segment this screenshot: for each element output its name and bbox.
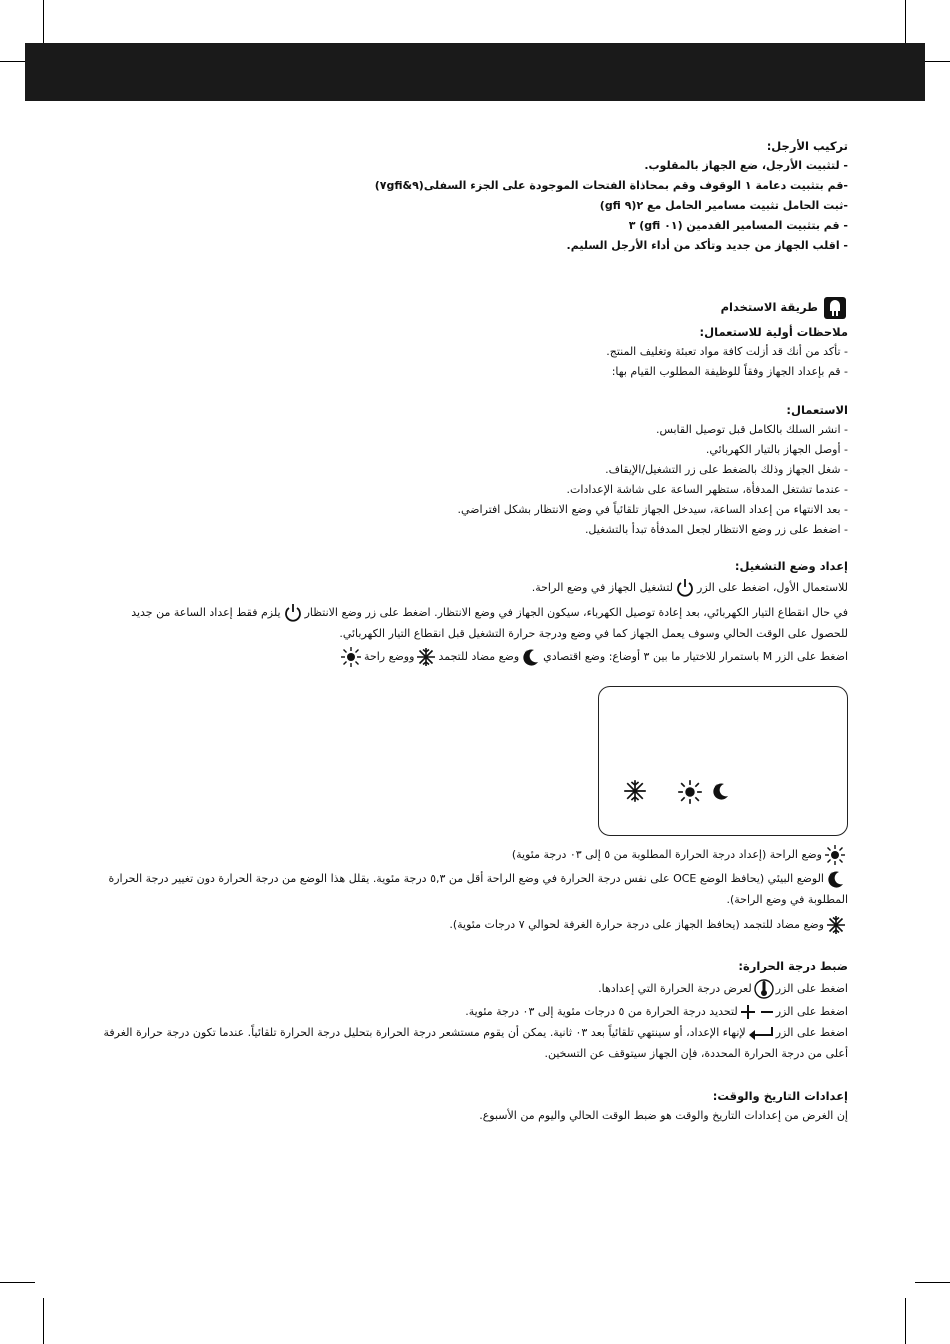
snowflake-icon	[623, 779, 647, 803]
crop-mark	[0, 1282, 35, 1283]
datetime-section	[100, 1086, 848, 1126]
crop-mark	[43, 1298, 44, 1344]
use-line: - شغل الجهاز وذلك بالضغط على زر التشغيل/الإيقاف.	[605, 463, 848, 476]
mode-outage-b: يلزم فقط إعداد الساعة من جديد للحصول على الوقت الحالي وسوف يعمل الجهاز كما في وضع ودرجة حرارة التشغيل قبل انقطاع التيار الكهربائي.	[131, 606, 848, 640]
install-line: - قم بتثبيت المسامير القدمين (٠١ gfi) ٣	[628, 219, 848, 232]
mode-m-c: ووضع راحة	[364, 650, 415, 663]
comfort-text: وضع الراحة (إعداد درجة الحرارة المطلوبة من ٥ إلى ٠٣ درجة مئوية)	[511, 848, 822, 861]
comfort-line	[100, 842, 848, 868]
usage-title: طريقة الاستخدام	[720, 300, 818, 314]
mode-outage-a: في حال انقطاع التيار الكهربائي، بعد إعادة توصيل الكهرباء، سيكون الجهاز في وضع الانتظار. اضغط على زر وضع الانتظار	[304, 606, 848, 619]
temp-l2-a: اضغط على الزر	[775, 1005, 848, 1018]
mode-first-a: للاستعمال الأول، اضغط على الزر	[697, 581, 848, 594]
sun-icon	[677, 779, 703, 805]
install-line: - اقلب الجهاز من جديد وتأكد من أداء الأرجل السليم.	[566, 239, 848, 252]
frost-line	[100, 912, 848, 938]
lcd-display	[598, 686, 848, 836]
use-line: - أوصل الجهاز بالتيار الكهربائي.	[705, 443, 848, 456]
install-line: -ثبت الحامل تثبيت مسامير الحامل مع ٢(٩ gfi)	[599, 199, 848, 212]
power-icon	[283, 603, 303, 623]
datetime-line: إن الغرض من إعدادات التاريخ والوقت هو ضبط الوقت الحالي واليوم من الأسبوع.	[479, 1109, 848, 1122]
plug-icon	[824, 297, 846, 319]
temp-section	[100, 956, 848, 1064]
mode-descriptions	[100, 842, 848, 938]
install-line: - لتثبيت الأرجل، ضع الجهاز بالمقلوب.	[644, 159, 848, 172]
temp-heading: ضبط درجة الحرارة:	[738, 959, 848, 973]
note-line: - تأكد من أنك قد أزلت كافة مواد تعبئة وتغليف المنتج.	[606, 345, 848, 358]
mode-first-b: لتشغيل الجهاز في وضع الراحة.	[531, 581, 674, 594]
crop-mark	[905, 1298, 906, 1344]
sun-icon	[824, 844, 846, 866]
minus-icon	[760, 1005, 774, 1019]
sun-icon	[340, 646, 362, 668]
temp-line-3	[100, 1022, 848, 1064]
crop-mark	[915, 1282, 950, 1283]
usage-title-row	[100, 292, 848, 322]
moon-icon	[826, 869, 846, 889]
mode-m-line	[100, 644, 848, 670]
eco-text: الوضع البيئي (يحافظ الوضع OCE على نفس درجة الحرارة في وضع الراحة أقل من ٥,٣ درجة مئوية. يقلل هذا الوضع من درجة الحرارة دون تغيير درجة الحرارة المطلوبة في وضع الراحة).	[108, 872, 848, 906]
use-line: - عندما تشتغل المدفأة، ستظهر الساعة على شاشة الإعدادات.	[566, 483, 848, 496]
plus-icon	[740, 1004, 756, 1020]
crop-mark	[43, 0, 44, 48]
install-heading: تركيب الأرجل:	[766, 139, 848, 153]
temp-l1-a: اضغط على الزر	[775, 982, 848, 995]
frost-text: وضع مضاد للتجمد (يحافظ الجهاز على درجة حرارة الغرفة لحوالي ٧ درجات مئوية).	[449, 918, 824, 931]
use-line: - بعد الانتهاء من إعداد الساعة، سيدخل الجهاز تلقائياً في وضع الانتظار بشكل افتراضي.	[457, 503, 848, 516]
use-section	[100, 400, 848, 540]
enter-arrow-icon	[748, 1026, 774, 1040]
moon-icon	[711, 781, 731, 801]
thermometer-icon	[754, 977, 774, 1001]
use-line: - انشر السلك بالكامل قبل توصيل القابس.	[655, 423, 848, 436]
install-line: -قم بتثبيت دعامة ١ الوقوف وقم بمحاذاة الفتحات الموجودة على الجزء السفلى(٩&٧gfi)	[374, 179, 848, 192]
use-heading: الاستعمال:	[786, 403, 848, 417]
mode-first-use	[100, 576, 848, 600]
temp-line-2	[100, 1002, 848, 1022]
usage-section	[100, 292, 848, 382]
snowflake-icon	[826, 915, 846, 935]
mode-section	[100, 556, 848, 670]
temp-l3-a: اضغط على الزر	[775, 1026, 848, 1039]
use-line: - اضغط على زر وضع الانتظار لجعل المدفأة تبدأ بالتشغيل.	[584, 523, 848, 536]
temp-l3-b: لإنهاء الإعداد، أو سينتهي تلقائياً بعد ٠٣ ثانية. يمكن أن يقوم مستشعر درجة الحرارة بتحليل درجة الحرارة تلقائياً. عندما تكون درجة حرارة الغرفة أعلى من درجة الحرارة المحددة، فإن الجهاز سيتوقف عن التسخين.	[103, 1026, 848, 1060]
mode-heading: إعداد وضع التشغيل:	[734, 559, 848, 573]
power-icon	[675, 578, 695, 598]
eco-paragraph	[100, 868, 848, 910]
note-line: - قم بإعداد الجهاز وفقاً للوظيفة المطلوب القيام بها:	[611, 365, 848, 378]
datetime-heading: إعدادات التاريخ والوقت:	[712, 1089, 848, 1103]
snowflake-icon	[416, 647, 436, 667]
temp-line-1	[100, 976, 848, 1002]
notes-heading: ملاحظات أولية للاستعمال:	[699, 325, 848, 339]
header-bar	[25, 43, 925, 101]
install-section	[100, 136, 848, 256]
mode-m-b: وضع مضاد للتجمد	[438, 650, 520, 663]
mode-outage-paragraph	[100, 602, 848, 644]
temp-l1-b: لعرض درجة الحرارة التي إعدادها.	[598, 982, 752, 995]
temp-l2-b: لتحديد درجة الحرارة من ٥ درجات مئوية إلى ٠٣ درجة مئوية.	[465, 1005, 738, 1018]
crop-mark	[905, 0, 906, 48]
mode-m-a: اضغط على الزر M باستمرار للاختيار ما بين ٣ أوضاع: وضع اقتصادي	[543, 650, 848, 663]
moon-icon	[521, 647, 541, 667]
